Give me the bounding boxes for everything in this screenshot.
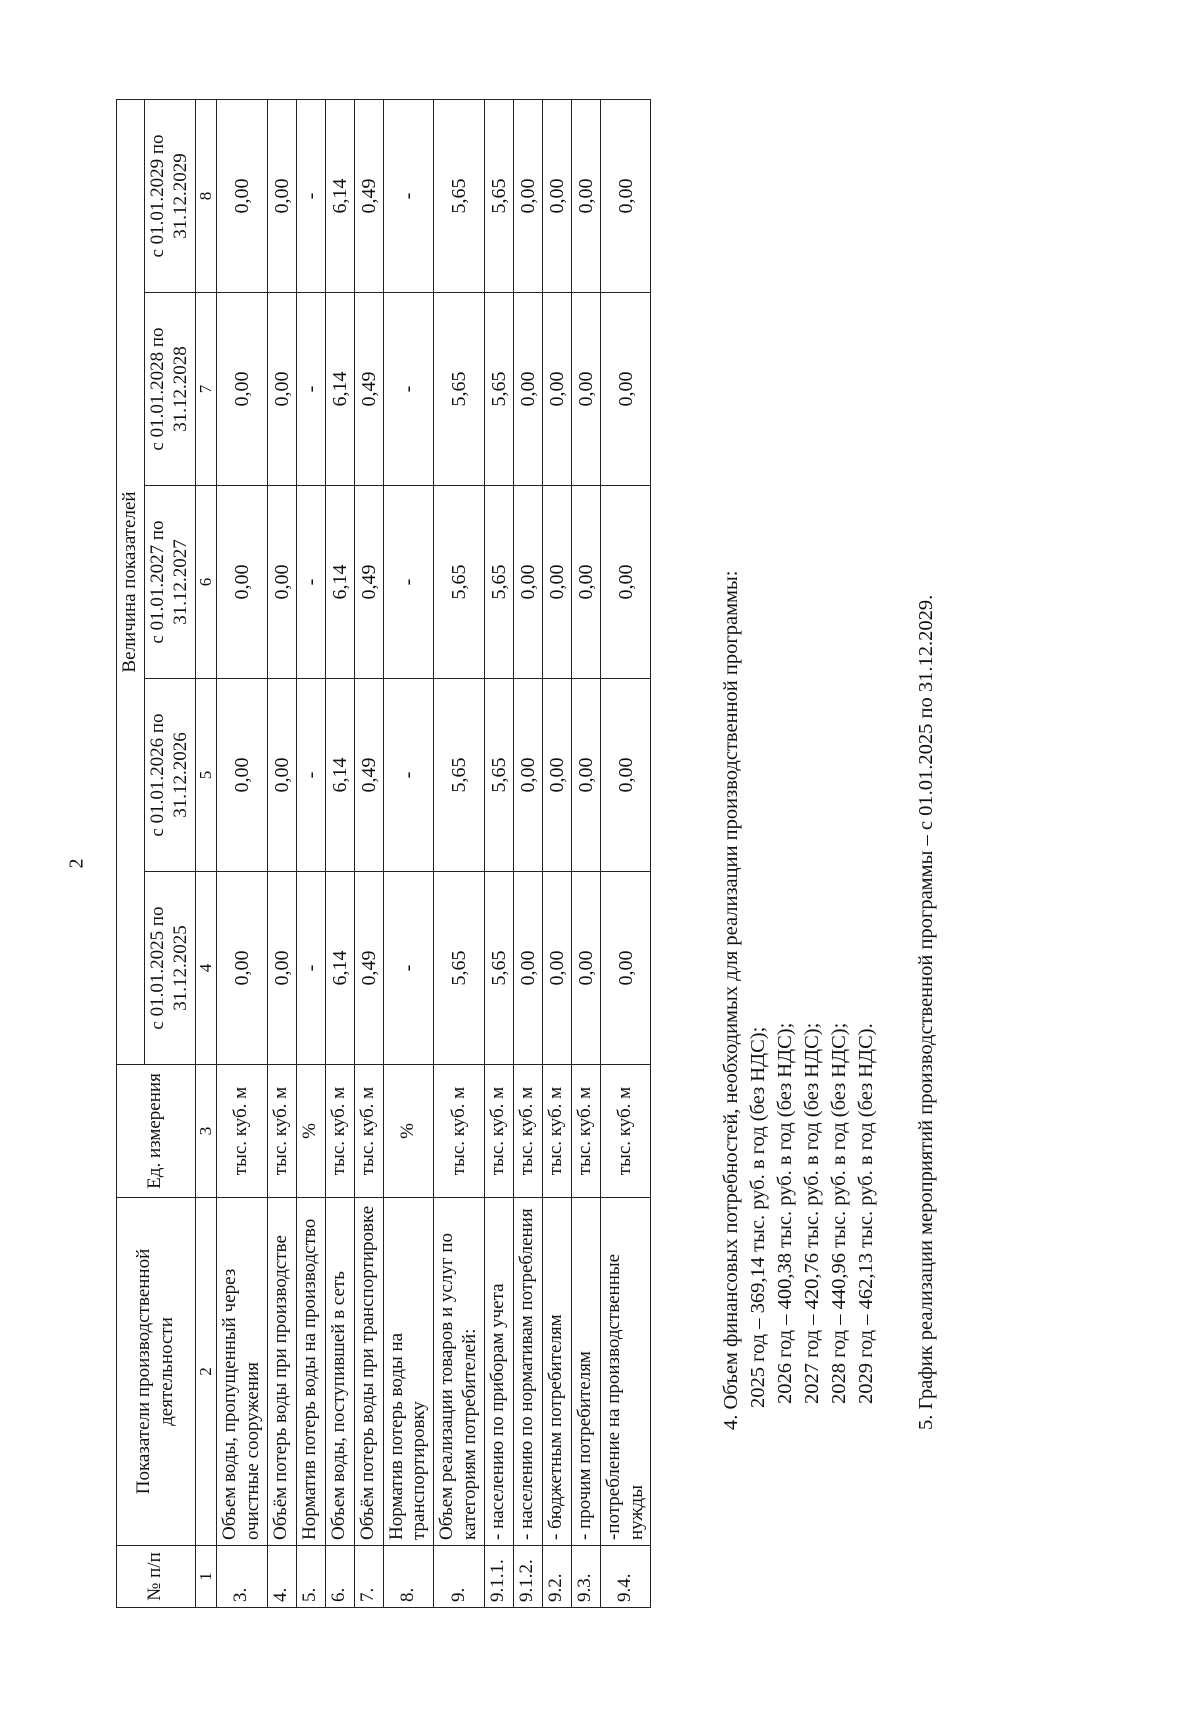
row-value: 5,65 [434, 486, 485, 679]
row-value: - [383, 679, 434, 872]
financial-needs-heading: 4. Объем финансовых потребностей, необходимых для реализации производственной программы: [720, 570, 742, 1430]
table-row [267, 99, 296, 1607]
row-value: 0,00 [542, 99, 571, 292]
header-period: с 01.01.2026 по 31.12.2026 [145, 679, 196, 872]
table-row [513, 99, 542, 1607]
row-value: - [296, 872, 325, 1065]
table-row [296, 99, 325, 1607]
header-num: № п/п [117, 1546, 196, 1608]
row-value: 0,00 [267, 679, 296, 872]
row-value: 0,00 [600, 293, 651, 486]
row-value: - [296, 679, 325, 872]
row-name: Объем воды, пропущенный через очистные сооружения [216, 1198, 267, 1546]
row-value: 5,65 [484, 486, 513, 679]
row-number: 9.1.1. [484, 1546, 513, 1608]
row-value: 0,00 [600, 486, 651, 679]
row-name: - населению по нормативам потребления [513, 1198, 542, 1546]
row-value: 5,65 [484, 872, 513, 1065]
schedule-statement: 5. График реализации мероприятий производственной программы – с 01.01.2025 по 31.12.2029. [915, 594, 937, 1430]
page-number: 2 [65, 858, 88, 869]
row-number: 9.3. [571, 1546, 600, 1608]
row-name: Объём потерь воды при производстве [267, 1198, 296, 1546]
row-number: 8. [383, 1546, 434, 1608]
row-value: 0,00 [571, 872, 600, 1065]
row-value: 6,14 [325, 99, 354, 292]
row-value: 0,00 [513, 679, 542, 872]
row-number: 9. [434, 1546, 485, 1608]
table-row [600, 99, 651, 1607]
row-name: Объем воды, поступившей в сеть [325, 1198, 354, 1546]
row-value: 0,00 [267, 293, 296, 486]
financial-needs-section [718, 571, 880, 1431]
row-value: 0,49 [354, 872, 383, 1065]
row-unit: тыс. куб. м [434, 1065, 485, 1198]
row-value: 0,00 [571, 99, 600, 292]
row-value: 0,00 [216, 293, 267, 486]
row-number: 7. [354, 1546, 383, 1608]
column-index: 6 [195, 486, 216, 679]
financial-year-line: 2027 год – 420,76 тыс. руб. в год (без НДС); [801, 1022, 823, 1404]
row-unit: тыс. куб. м [354, 1065, 383, 1198]
column-index: 7 [195, 293, 216, 486]
header-period: с 01.01.2027 по 31.12.2027 [145, 486, 196, 679]
table-row [354, 99, 383, 1607]
row-value: - [383, 486, 434, 679]
row-unit: тыс. куб. м [216, 1065, 267, 1198]
row-number: 4. [267, 1546, 296, 1608]
row-value: 0,00 [513, 872, 542, 1065]
row-value: 6,14 [325, 293, 354, 486]
row-value: 5,65 [434, 293, 485, 486]
row-value: 0,00 [267, 99, 296, 292]
column-index: 3 [195, 1065, 216, 1198]
row-name: - бюджетным потребителям [542, 1198, 571, 1546]
row-number: 9.2. [542, 1546, 571, 1608]
row-value: 0,00 [600, 872, 651, 1065]
financial-year-line: 2026 год – 400,38 тыс. руб. в год (без НДС); [774, 1022, 796, 1404]
indicators-table [116, 99, 651, 1608]
row-value: 0,00 [267, 872, 296, 1065]
row-number: 9.4. [600, 1546, 651, 1608]
row-unit: тыс. куб. м [542, 1065, 571, 1198]
header-values-group: Величина показателей [117, 99, 145, 1064]
table-row [325, 99, 354, 1607]
row-name: Норматив потерь воды на транспортировку [383, 1198, 434, 1546]
column-index: 8 [195, 99, 216, 292]
table-row [434, 99, 485, 1607]
table-row [571, 99, 600, 1607]
row-value: - [383, 293, 434, 486]
table-row [383, 99, 434, 1607]
row-name: Объём потерь воды при транспортировке [354, 1198, 383, 1546]
column-index: 2 [195, 1198, 216, 1546]
row-value: 5,65 [484, 99, 513, 292]
row-value: 5,65 [484, 293, 513, 486]
row-number: 9.1.2. [513, 1546, 542, 1608]
financial-year-line: 2029 год – 462,13 тыс. руб. в год (без НДС). [855, 1023, 877, 1404]
row-value: 0,00 [216, 486, 267, 679]
row-value: 0,00 [542, 679, 571, 872]
column-index: 1 [195, 1546, 216, 1608]
row-unit: тыс. куб. м [571, 1065, 600, 1198]
row-unit: тыс. куб. м [484, 1065, 513, 1198]
row-name: Объем реализации товаров и услуг по категориям потребителей: [434, 1198, 485, 1546]
row-value: - [296, 486, 325, 679]
row-value: 6,14 [325, 872, 354, 1065]
table-row [542, 99, 571, 1607]
row-value: 0,00 [542, 486, 571, 679]
row-unit: тыс. куб. м [600, 1065, 651, 1198]
row-unit: тыс. куб. м [513, 1065, 542, 1198]
row-value: - [296, 293, 325, 486]
row-value: 0,49 [354, 486, 383, 679]
row-number: 3. [216, 1546, 267, 1608]
row-value: - [383, 872, 434, 1065]
row-value: 0,00 [216, 679, 267, 872]
row-value: 5,65 [434, 872, 485, 1065]
table-row [484, 99, 513, 1607]
financial-year-line: 2025 год – 369,14 тыс. руб. в год (без НДС); [747, 1026, 769, 1408]
row-value: 0,00 [600, 679, 651, 872]
row-value: 0,00 [600, 99, 651, 292]
header-indicator: Показатели производственной деятельности [117, 1198, 196, 1546]
row-value: 0,00 [267, 486, 296, 679]
row-name: Норматив потерь воды на производство [296, 1198, 325, 1546]
row-value: 0,49 [354, 679, 383, 872]
row-unit: % [383, 1065, 434, 1198]
row-value: 6,14 [325, 486, 354, 679]
column-index: 4 [195, 872, 216, 1065]
row-value: - [296, 99, 325, 292]
header-unit: Ед. измерения [117, 1065, 196, 1198]
row-value: 0,00 [216, 99, 267, 292]
row-value: 5,65 [484, 679, 513, 872]
row-value: 0,00 [542, 293, 571, 486]
row-name: - прочим потребителям [571, 1198, 600, 1546]
row-value: 0,00 [571, 679, 600, 872]
header-period: с 01.01.2025 по 31.12.2025 [145, 872, 196, 1065]
row-value: 0,00 [513, 486, 542, 679]
header-period: с 01.01.2028 по 31.12.2028 [145, 293, 196, 486]
row-unit: тыс. куб. м [267, 1065, 296, 1198]
row-unit: % [296, 1065, 325, 1198]
row-value: 0,00 [542, 872, 571, 1065]
row-value: 5,65 [434, 679, 485, 872]
column-index: 5 [195, 679, 216, 872]
row-value: 0,49 [354, 99, 383, 292]
row-value: 0,49 [354, 293, 383, 486]
row-value: 0,00 [571, 486, 600, 679]
table-row [216, 99, 267, 1607]
row-unit: тыс. куб. м [325, 1065, 354, 1198]
header-period: с 01.01.2029 по 31.12.2029 [145, 99, 196, 292]
row-value: 0,00 [513, 293, 542, 486]
row-value: 0,00 [216, 872, 267, 1065]
row-name: -потребление на производственные нужды [600, 1198, 651, 1546]
row-value: 5,65 [434, 99, 485, 292]
row-number: 5. [296, 1546, 325, 1608]
row-value: 0,00 [513, 99, 542, 292]
row-value: 6,14 [325, 679, 354, 872]
row-value: 0,00 [571, 293, 600, 486]
row-name: - населению по приборам учета [484, 1198, 513, 1546]
row-value: - [383, 99, 434, 292]
financial-year-line: 2028 год – 440,96 тыс. руб. в год (без НДС); [828, 1022, 850, 1404]
row-number: 6. [325, 1546, 354, 1608]
